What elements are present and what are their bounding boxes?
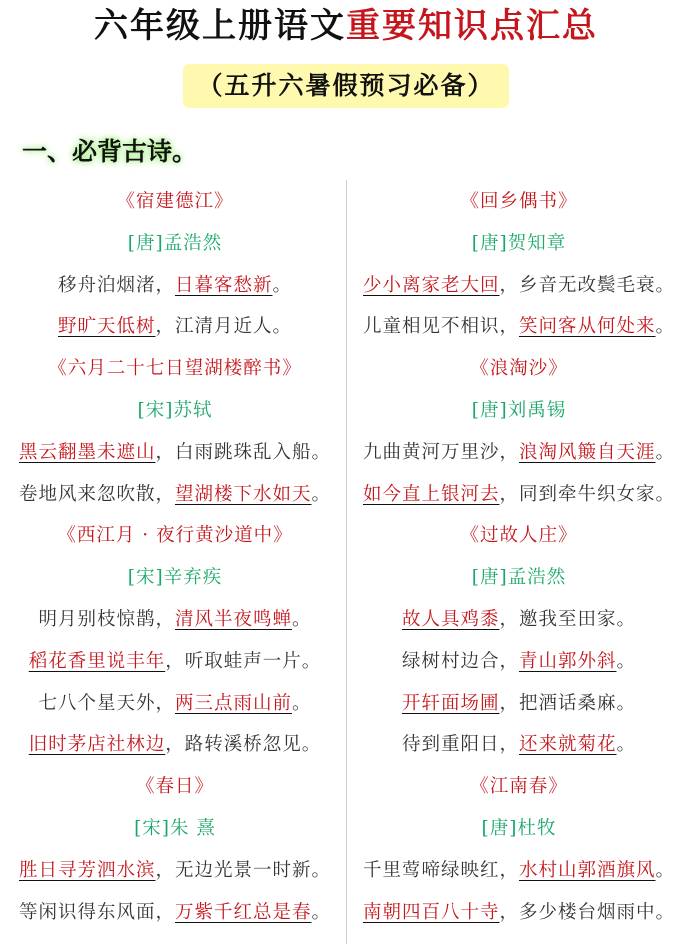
- poem-column-left: [4, 181, 346, 933]
- poem-title: 《回乡偶书》: [460, 191, 578, 212]
- highlighted-phrase: 万紫千红总是春: [174, 901, 312, 923]
- poem-title: 《西江月 · 夜行黄沙道中》: [57, 525, 293, 547]
- poem-author: [唐]孟浩然: [127, 232, 223, 254]
- line-text: 。: [616, 734, 637, 756]
- highlighted-phrase: 清风半夜鸣蝉: [174, 608, 292, 630]
- page-title: [0, 4, 692, 48]
- line-text: 等闲识得东风面，: [18, 901, 175, 923]
- poem-line: [4, 641, 346, 683]
- poem-line: [348, 599, 690, 641]
- highlighted-phrase: 野旷天低树: [57, 316, 156, 338]
- line-text: 。: [616, 650, 637, 672]
- highlighted-phrase: 望湖楼下水如天: [174, 483, 312, 505]
- poem-title: 《六月二十七日望湖楼醉书》: [48, 358, 302, 380]
- line-text: ，同到牵牛织女家。: [499, 483, 676, 505]
- poem-author: [唐]贺知章: [471, 232, 567, 254]
- highlighted-phrase: 还来就菊花: [518, 734, 617, 756]
- poem-line: [348, 683, 690, 725]
- poem-line: [348, 892, 690, 934]
- line-text: 。: [655, 441, 676, 463]
- poem-title: 《过故人庄》: [460, 525, 578, 547]
- highlighted-phrase: 青山郭外斜: [518, 650, 617, 672]
- highlighted-phrase: 黑云翻墨未遮山: [18, 441, 156, 463]
- line-text: ，把酒话桑麻。: [499, 692, 637, 714]
- title-black-part: 六年级上册语文: [94, 6, 346, 46]
- poem-line: [4, 306, 346, 348]
- highlighted-phrase: 水村山郭酒旗风: [518, 859, 656, 881]
- highlighted-phrase: 浪淘风簸自天涯: [518, 441, 656, 463]
- highlighted-phrase: 胜日寻芳泗水滨: [18, 859, 156, 881]
- poem-title: 《江南春》: [470, 776, 568, 798]
- poem-line: [4, 432, 346, 474]
- poem-line: [4, 892, 346, 934]
- highlighted-phrase: 故人具鸡黍: [401, 608, 500, 630]
- line-text: 。: [292, 608, 312, 630]
- column-divider: [346, 180, 347, 944]
- highlighted-phrase: 笑问客从何处来: [518, 316, 656, 338]
- page-subtitle: （五升六暑假预习必备）: [183, 64, 508, 108]
- line-text: 移舟泊烟渚，: [57, 274, 175, 296]
- subtitle-container: [0, 64, 692, 108]
- poem-line: [348, 265, 690, 307]
- highlighted-phrase: 少小离家老大回: [362, 274, 500, 296]
- poem-line: [4, 724, 346, 766]
- line-text: 明月别枝惊鹊，: [38, 608, 175, 630]
- poem-line: [4, 850, 346, 892]
- poem-line: [4, 683, 346, 725]
- poem-column-right: [348, 181, 690, 933]
- highlighted-phrase: 日暮客愁新: [174, 274, 273, 296]
- poem-line: [348, 306, 690, 348]
- line-text: ，路转溪桥忽见。: [165, 734, 322, 756]
- poem-line: [4, 474, 346, 516]
- highlighted-phrase: 如今直上银河去: [362, 483, 500, 505]
- highlighted-phrase: 南朝四百八十寺: [362, 901, 500, 923]
- title-red-part: 重要知识点汇总: [346, 6, 598, 46]
- poem-title: 《春日》: [135, 776, 214, 798]
- line-text: ，白雨跳珠乱入船。: [155, 441, 332, 463]
- line-text: 。: [272, 274, 293, 296]
- poem-title: 《浪淘沙》: [470, 358, 568, 380]
- poem-line: [4, 599, 346, 641]
- line-text: 。: [311, 901, 332, 923]
- line-text: ，乡音无改鬓毛衰。: [499, 274, 676, 296]
- highlighted-phrase: 稻花香里说丰年: [28, 650, 166, 672]
- line-text: 。: [655, 316, 676, 338]
- highlighted-phrase: 旧时茅店社林边: [28, 734, 166, 756]
- line-text: ，无边光景一时新。: [155, 859, 332, 881]
- poem-author: [唐]杜牧: [481, 817, 557, 839]
- poem-line: [4, 265, 346, 307]
- poem-author: [唐]孟浩然: [471, 567, 567, 589]
- poem-line: [348, 641, 690, 683]
- line-text: 绿树村边合，: [401, 650, 519, 672]
- poem-line: [348, 474, 690, 516]
- poem-title: 《宿建德江》: [116, 191, 234, 212]
- line-text: ，江清月近人。: [155, 316, 293, 338]
- poem-author: [宋]朱 熹: [134, 817, 216, 839]
- poem-line: [348, 724, 690, 766]
- poem-author: [宋]辛弃疾: [127, 567, 223, 589]
- line-text: 。: [311, 483, 332, 505]
- poem-author: [宋]苏轼: [137, 399, 213, 421]
- poem-line: [348, 850, 690, 892]
- line-text: 千里莺啼绿映红，: [362, 859, 519, 881]
- line-text: 。: [655, 859, 676, 881]
- line-text: 。: [292, 692, 312, 714]
- line-text: 九曲黄河万里沙，: [362, 441, 519, 463]
- line-text: 卷地风来忽吹散，: [18, 483, 175, 505]
- section-heading: 一、必背古诗。: [22, 137, 198, 166]
- poem-line: [348, 432, 690, 474]
- poem-author: [唐]刘禹锡: [471, 399, 567, 421]
- line-text: 七八个星天外，: [38, 692, 175, 714]
- line-text: 待到重阳日，: [401, 734, 519, 756]
- highlighted-phrase: 两三点雨山前: [174, 692, 292, 714]
- line-text: 儿童相见不相识，: [362, 316, 519, 338]
- line-text: ，多少楼台烟雨中。: [499, 901, 676, 923]
- line-text: ，邀我至田家。: [499, 608, 637, 630]
- highlighted-phrase: 开轩面场圃: [401, 692, 500, 714]
- line-text: ，听取蛙声一片。: [165, 650, 322, 672]
